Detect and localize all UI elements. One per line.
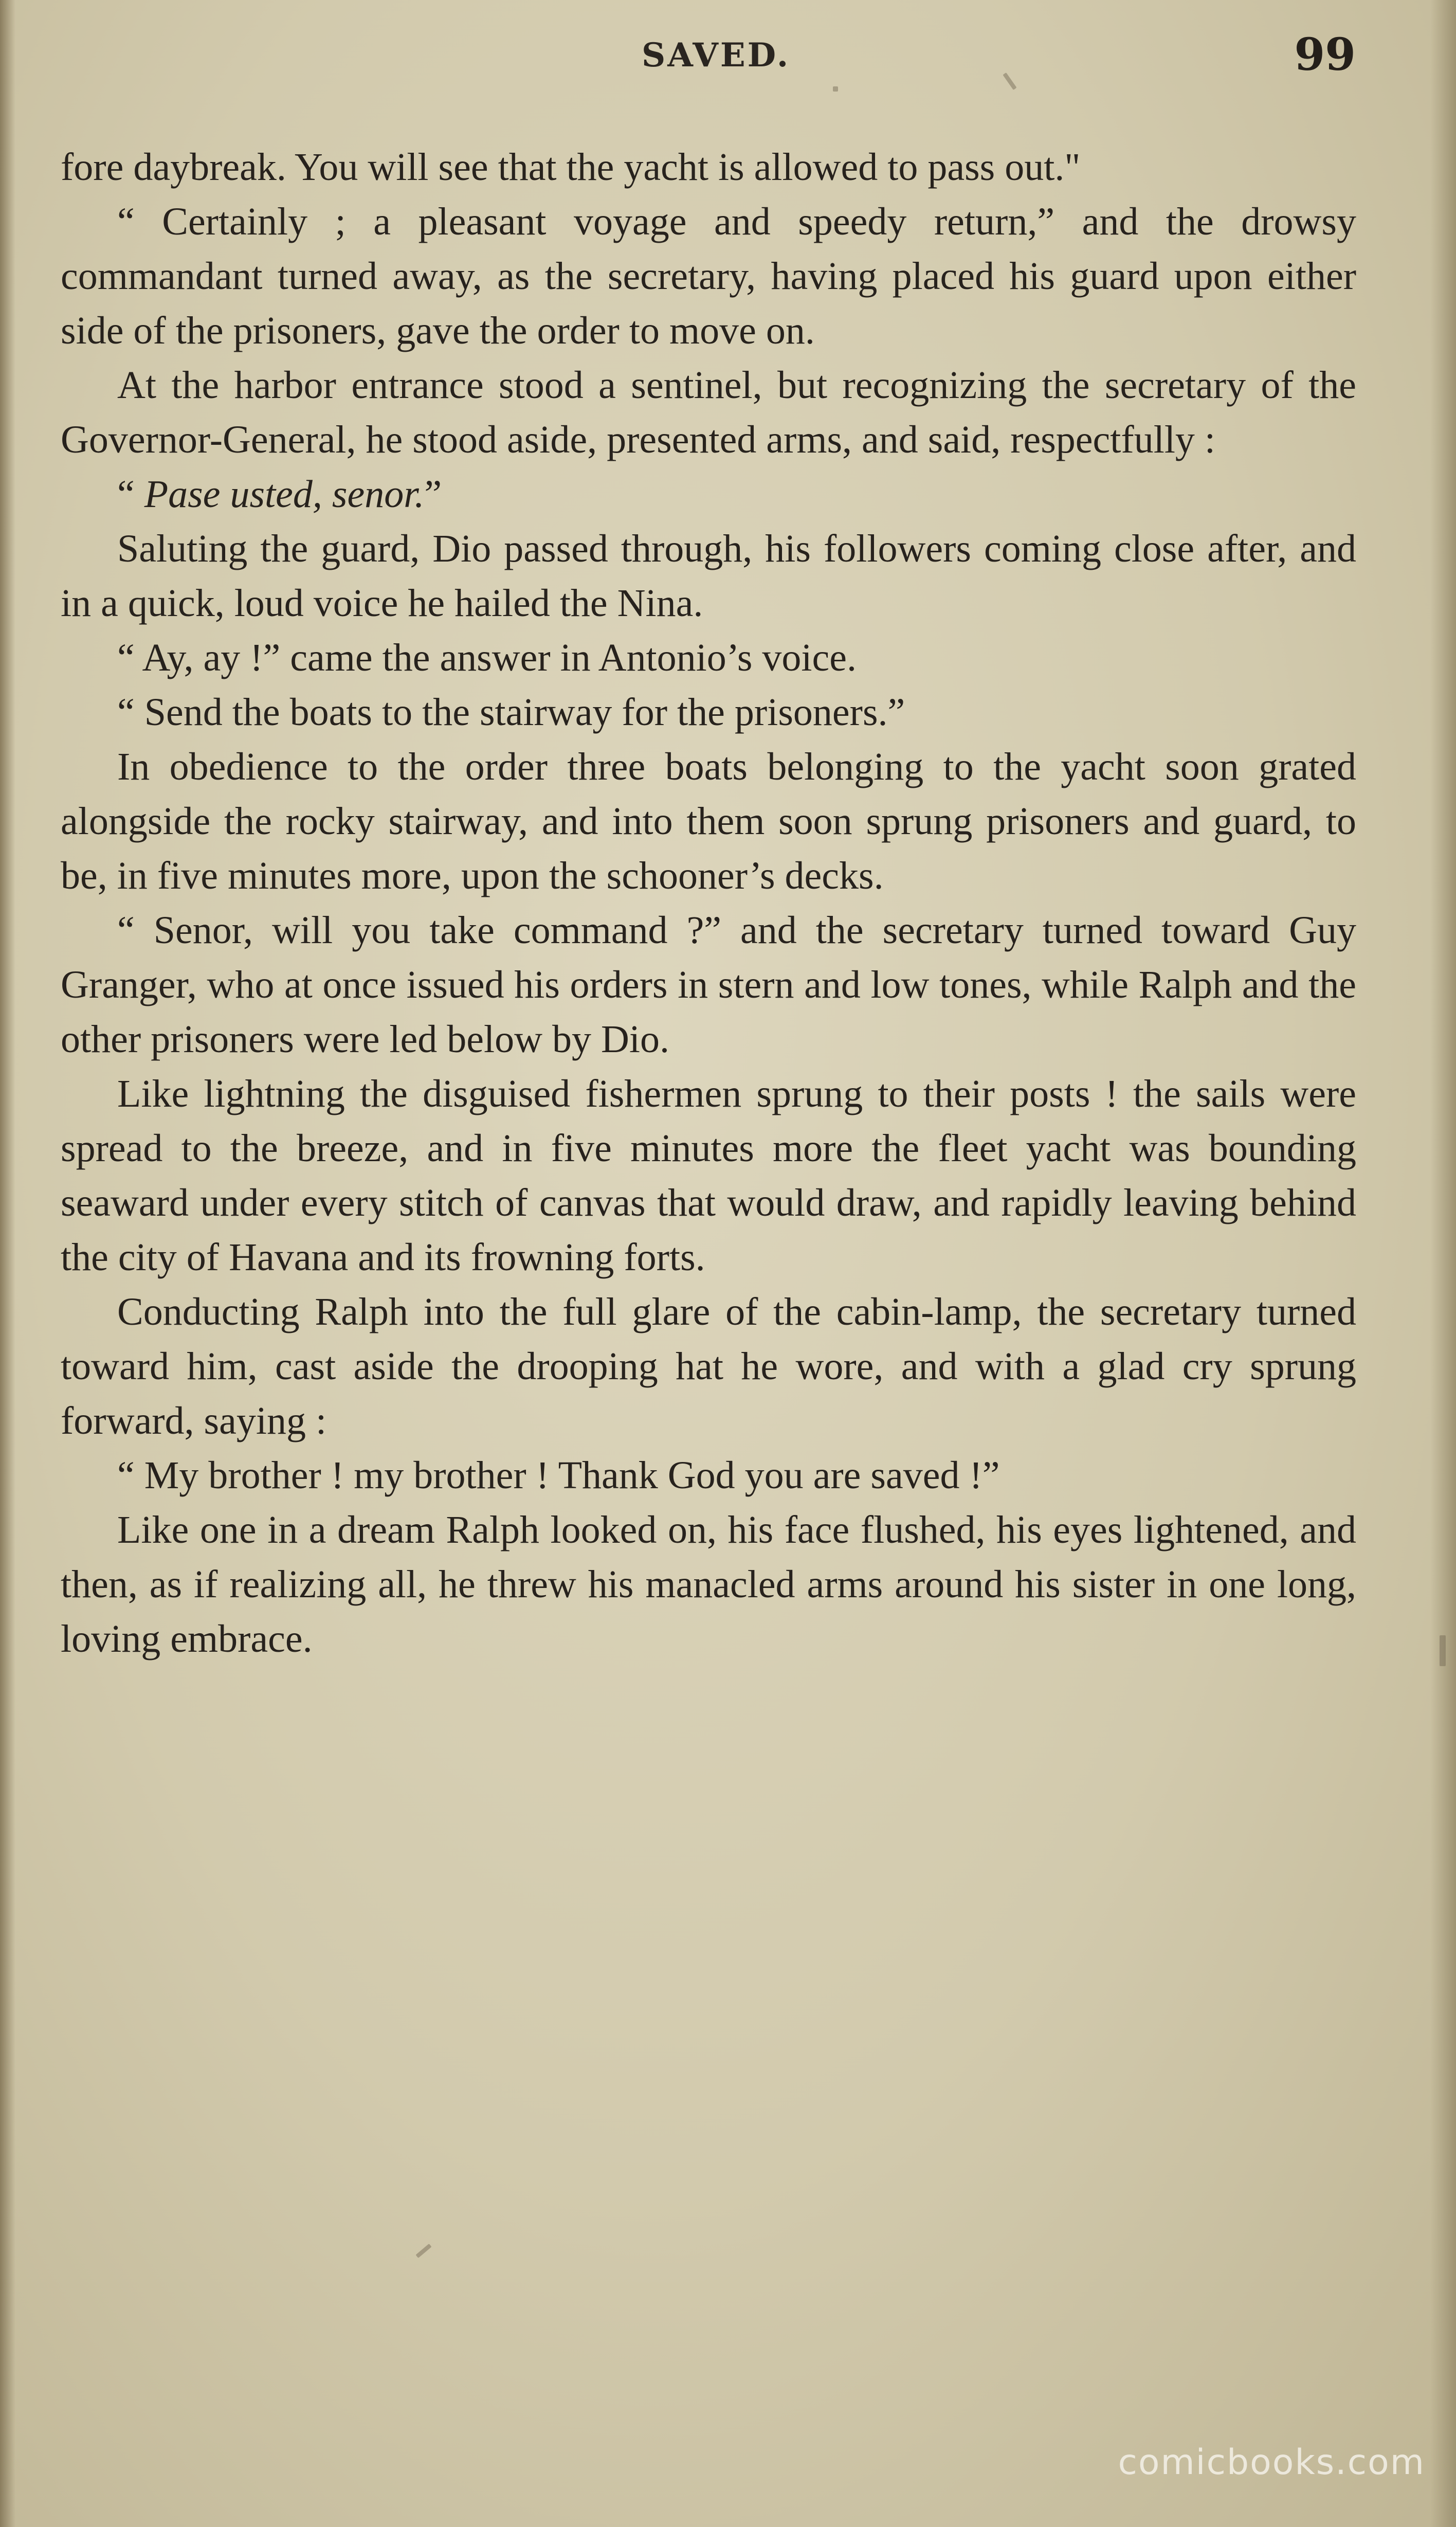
page-number: 99 <box>1294 29 1356 81</box>
paragraph: Like one in a dream Ralph looked on, his face flushed, his eyes lightened, and then, as if realizing all, he threw his manacled arms around his sister in one long, loving embrace. <box>61 1508 1356 1660</box>
paragraph: “ Ay, ay !” came the answer in Antonio’s voice. <box>117 636 857 679</box>
quote-open: “ <box>117 473 144 516</box>
paragraph-dialogue <box>61 467 1356 521</box>
paragraph: At the harbor entrance stood a sentinel, but recognizing the secretary of the Governor-General, he stood aside, presented arms, and said, respectfully : <box>61 364 1356 461</box>
paper-speck <box>1003 73 1016 90</box>
paragraph: Conducting Ralph into the full glare of the cabin-lamp, the secretary turned toward him, cast aside the drooping hat he wore, and with a glad cry sprung forward, saying : <box>61 1290 1356 1442</box>
running-head: SAVED. <box>642 36 791 75</box>
paragraph: fore daybreak. You will see that the yacht is allowed to pass out." <box>61 146 1081 189</box>
italic-spanish-phrase: Pase usted, senor. <box>144 473 425 516</box>
paragraph: Like lightning the disguised fishermen sprung to their posts ! the sails were spread to the breeze, and in five minutes more the fleet yacht was bounding seaward under every stitch of canvas that would draw, and rapidly leaving behind the city of Havana and its frowning forts. <box>61 1072 1356 1279</box>
paragraph: “ Senor, will you take command ?” and the secretary turned toward Guy Granger, who at once issued his orders in stern and low tones, while Ralph and the other prisoners were led below by Dio. <box>61 909 1356 1061</box>
watermark: comicbooks.com <box>1118 2442 1425 2483</box>
paragraph: “ Send the boats to the stairway for the prisoners.” <box>117 691 905 734</box>
page-edge-shadow-left <box>0 0 15 2527</box>
paper-speck <box>415 2244 431 2258</box>
paragraph: In obedience to the order three boats belonging to the yacht soon grated alongside the rocky stairway, and into them soon sprung prisoners and guard, to be, in five minutes more, upon the schooner’s decks. <box>61 745 1356 897</box>
quote-close: ” <box>424 473 442 516</box>
body-text <box>61 140 1356 1666</box>
paragraph: “ My brother ! my brother ! Thank God you are saved !” <box>117 1454 1000 1497</box>
page-edge-shadow-right <box>1430 0 1456 2527</box>
paper-speck <box>1440 1635 1446 1666</box>
paragraph: Saluting the guard, Dio passed through, his followers coming close after, and in a quick, loud voice he hailed the Nina. <box>61 527 1356 625</box>
paper-speck <box>833 86 838 92</box>
paragraph: “ Certainly ; a pleasant voyage and speedy return,” and the drowsy commandant turned away, as the secretary, having placed his guard upon either side of the prisoners, gave the order to move on. <box>61 200 1356 352</box>
